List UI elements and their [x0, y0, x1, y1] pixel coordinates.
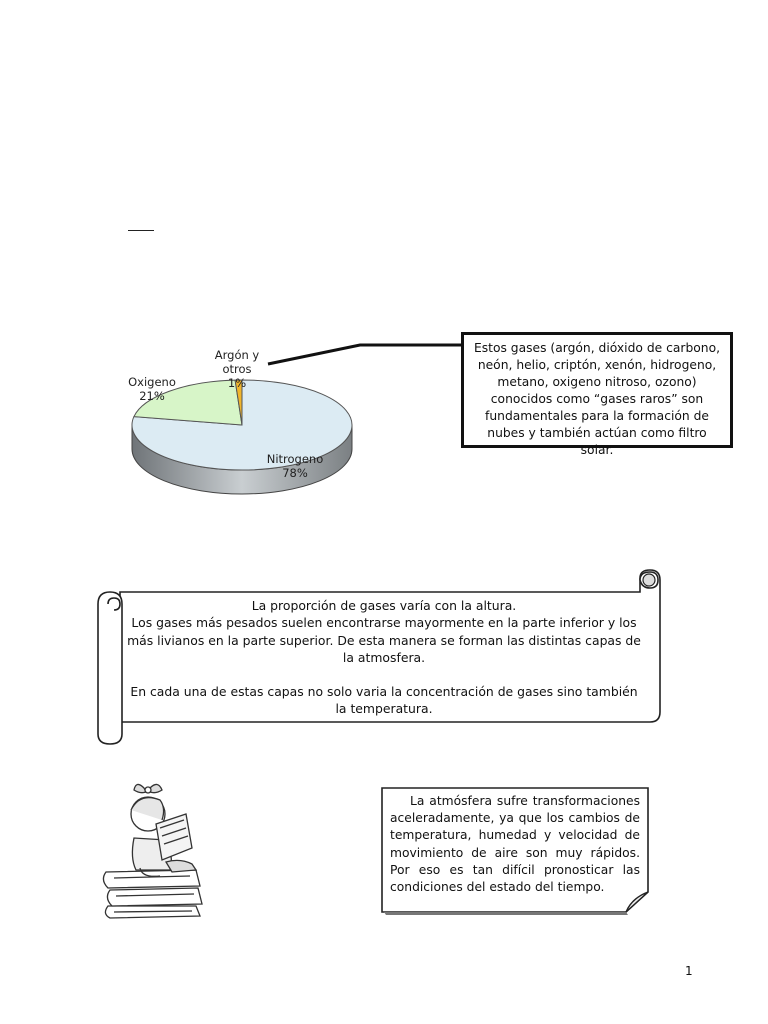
- scroll-line-1: La proporción de gases varía con la altura.: [251, 598, 517, 613]
- label-oxigeno: Oxigeno 21%: [128, 375, 176, 403]
- page-number: 1: [685, 964, 693, 978]
- label-nitrogeno: Nitrogeno 78%: [266, 452, 324, 480]
- scroll-text: [124, 597, 644, 718]
- callout-text: Estos gases (argón, dióxido de carbono, neón, helio, criptón, xenón, hidrogeno, metano, oxigeno nitroso, ozono) conocidos como “gases raros” son fundamentales para la formación de nubes y también actúan como filtro solar.: [473, 341, 721, 457]
- scroll-line-2: Los gases más pesados suelen encontrarse mayormente en la parte inferior y los más livianos en la parte superior. De esta manera se forman las distintas capas de la atmosfera.: [127, 615, 641, 665]
- girl-reading-books-illustration: [100, 778, 220, 923]
- label-argon: Argón y otros 1%: [214, 348, 260, 390]
- note-text: La atmósfera sufre transformaciones aceleradamente, ya que los cambios de temperatura, humedad y velocidad de movimiento de aire son muy rápidos. Por eso es tan difícil pronosticar las condiciones del estado del tiempo.: [390, 794, 640, 895]
- scroll-line-3: En cada una de estas capas no solo varia la concentración de gases sino también la temperatura.: [130, 684, 638, 717]
